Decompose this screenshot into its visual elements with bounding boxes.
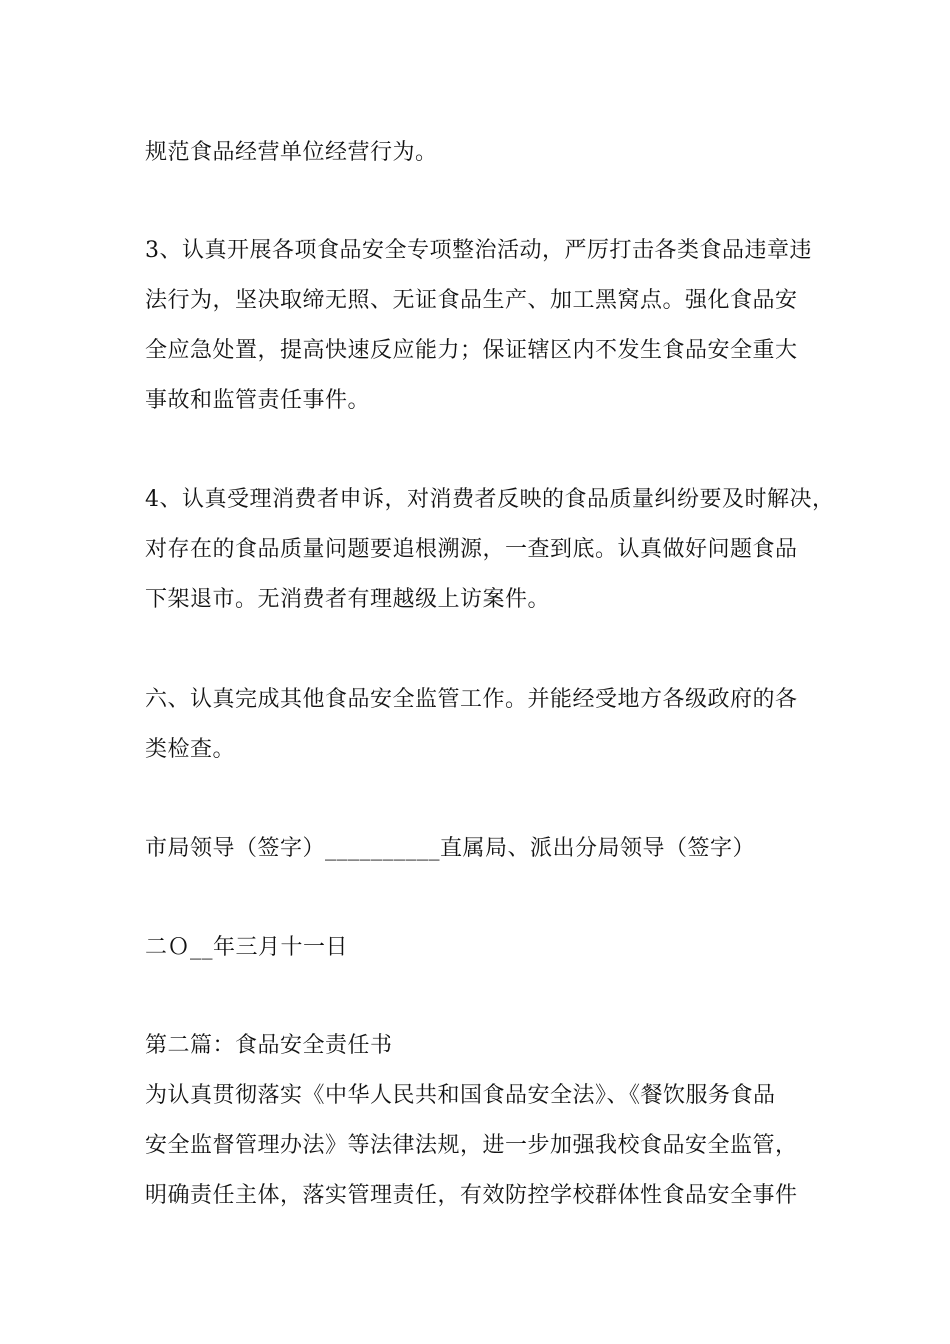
text-line: 类检查。 — [145, 737, 236, 762]
section-heading — [145, 1021, 815, 1071]
text-line: 法行为，坚决取缔无照、无证食品生产、加工黑窝点。强化食品安 — [145, 288, 798, 313]
text-line: 规范食品经营单位经营行为。 — [145, 140, 438, 165]
text-line: 下架退市。无消费者有理越级上访案件。 — [145, 587, 551, 612]
text-line: 4、认真受理消费者申诉，对消费者反映的食品质量纠纷要及时解决， — [145, 487, 835, 512]
date-line — [145, 923, 815, 973]
text-line: 二Ｏ__年三月十一日 — [145, 935, 349, 960]
text-line: 市局领导（签字）__________直属局、派出分局领导（签字） — [145, 836, 756, 861]
paragraph-body-2 — [145, 1071, 815, 1221]
text-line: 全应急处置，提高快速反应能力；保证辖区内不发生食品安全重大 — [145, 338, 798, 363]
text-line: 六、认真完成其他食品安全监管工作。并能经受地方各级政府的各 — [145, 687, 798, 712]
paragraph-intro-tail — [145, 128, 815, 178]
paragraph-item-3 — [145, 226, 815, 426]
text-line: 对存在的食品质量问题要追根溯源，一查到底。认真做好问题食品 — [145, 537, 798, 562]
paragraph-item-4 — [145, 475, 835, 625]
text-line: 明确责任主体，落实管理责任，有效防控学校群体性食品安全事件 — [145, 1183, 798, 1208]
text-line: 3、认真开展各项食品安全专项整治活动，严厉打击各类食品违章违 — [145, 238, 812, 263]
text-line: 事故和监管责任事件。 — [145, 388, 371, 413]
text-line: 安全监督管理办法》等法律法规，进一步加强我校食品安全监管， — [145, 1133, 798, 1158]
text-line: 为认真贯彻落实《中华人民共和国食品安全法》、《餐饮服务食品 — [145, 1083, 776, 1108]
text-line: 第二篇：食品安全责任书 — [145, 1033, 393, 1058]
signature-line — [145, 824, 815, 874]
paragraph-item-6 — [145, 675, 815, 775]
